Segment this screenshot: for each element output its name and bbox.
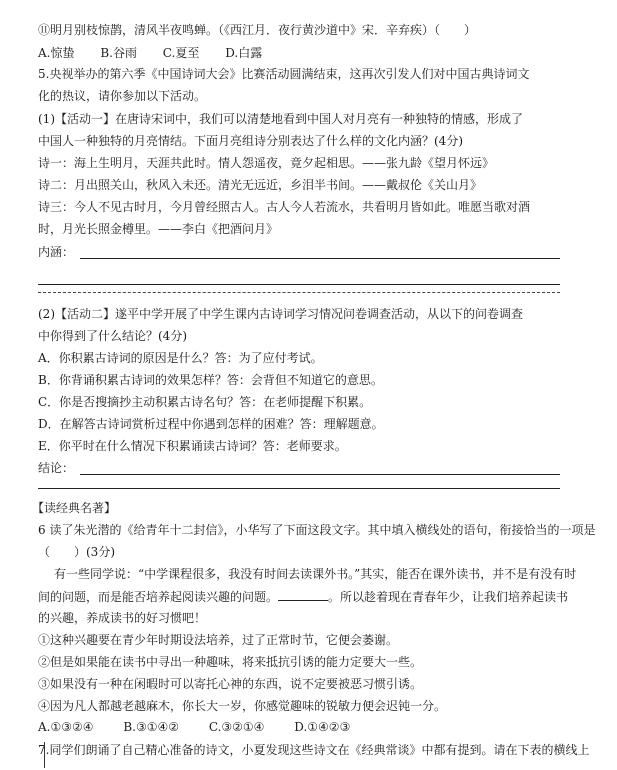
q11-option-b[interactable]: B.谷雨 [100,46,137,60]
q11-line: ⑪明月别枝惊鹊，清风半夜鸣蝉。（《西江月．夜行黄沙道中》宋．辛弃疾）（ ） [38,23,477,37]
q5-activity2-line-2: 中你得到了什么结论？(4分) [38,329,187,343]
q11-option-a[interactable]: A.惊蛰 [38,46,75,60]
jielun-label: 结论： [38,461,75,475]
q11-options [38,44,278,61]
q5-activity1-line-1: (1)【活动一】在唐诗宋词中，我们可以清楚地看到中国人对月亮有一种独特的情感，形成了 [38,112,524,126]
poem-3-line-1: 诗三：今人不见古时月，今月曾经照古人。古人今人若流水，共看明月皆如此。唯愿当歌对酒 [38,200,531,214]
q6-options [38,720,366,734]
q7-line: 7.同学们朗诵了自己精心准备的诗文，小夏发现这些诗文在《经典常谈》中都有提到。请在下表的横线上 [38,743,590,757]
poem-1: 诗一：海上生明月，天涯共此时。情人怨遥夜，竟夕起相思。——张九龄《望月怀远》 [38,156,495,170]
q5-stem-line-1: 5.央视举办的第六季《中国诗词大会》比赛活动圆满结束，这再次引发人们对中国古典诗词文 [38,67,530,81]
q6-passage-line-2-text: 间的问题，而是能否培养起阅读兴趣的问题。 [38,590,279,604]
q6-item-1: ①这种兴趣要在青少年时期设法培养，过了正常时节，它便会萎谢。 [38,633,399,647]
q6-passage-line-2 [38,588,568,605]
survey-item-c: C．你是否搜摘抄主动积累古诗名句？答：在老师提醒下积累。 [38,395,372,409]
divider [38,292,560,293]
q6-stem-line-2: （ ）(3分) [38,545,115,559]
q6-passage-line-1: 有一些同学说：“中学课程很多，我没有时间去读课外书。”其实，能否在课外读书，并不是有没有时 [54,567,577,581]
q6-item-2: ②但是如果能在读书中寻出一种趣味，将来抵抗引诱的能力定要大一些。 [38,655,423,669]
section-title: 【读经典名著】 [32,501,117,515]
q11-option-c[interactable]: C.夏至 [162,46,200,60]
q6-item-3: ③如果没有一种在闲暇时可以寄托心神的东西，说不定要被恶习惯引诱。 [38,677,423,691]
q5-activity1-line-2: 中国人一种独特的月亮情结。下面月亮组诗分别表达了什么样的文化内涵？(4分) [38,134,464,148]
survey-item-a: A．你积累古诗词的原因是什么？答：为了应付考试。 [38,351,323,365]
neihan-answer-line-1[interactable] [80,258,560,259]
q6-option-a[interactable]: A.①③②④ [38,720,94,734]
q6-option-b[interactable]: B.③①④② [123,720,180,734]
q6-passage-line-2-tail: 。所以趁着现在青春年少，让我们培养起读书 [328,590,569,604]
q6-stem-line-1: 6 读了朱光潜的《给青年十二封信》，小华写了下面这段文字。其中填入横线处的语句，衔接恰当的一项是 [38,523,596,537]
survey-item-e: E．你平时在什么情况下积累诵读古诗词？答：老师要求。 [38,439,347,453]
survey-item-d: D．在解答古诗词赏析过程中你遇到怎样的困难？答：理解题意。 [38,417,384,431]
q6-option-c[interactable]: C.③②①④ [208,720,265,734]
q6-item-4: ④因为凡人都越老越麻木，你长大一岁，你感觉趣味的锐敏力便会迟钝一分。 [38,699,447,713]
survey-item-b: B．你背诵积累古诗词的效果怎样？答：会背但不知道它的意思。 [38,373,383,387]
jielun-answer-line-2[interactable] [38,488,560,489]
neihan-answer-line-2[interactable] [38,284,560,285]
q11-option-d[interactable]: D.白露 [225,46,263,60]
q5-stem-line-2: 化的热议，请你参加以下活动。 [38,89,207,103]
poem-2: 诗二：月出照关山，秋风入未还。清光无远近，乡泪半书间。——戴叔伦《关山月》 [38,178,483,192]
neihan-label: 内涵： [38,245,75,259]
q5-activity2-line-1: (2)【活动二】遂平中学开展了中学生课内古诗词学习情况问卷调查活动，从以下的问卷调查 [38,307,524,321]
q6-fill-blank[interactable] [278,588,328,601]
poem-3-line-2: 时，月光长照金樽里。——李白《把酒问月》 [38,222,279,236]
q6-passage-line-3: 的兴趣，养成读书的好习惯吧！ [38,611,207,625]
q6-option-d[interactable]: D.①④②③ [294,720,351,734]
jielun-answer-line-1[interactable] [80,474,560,475]
margin-mark [44,742,45,768]
